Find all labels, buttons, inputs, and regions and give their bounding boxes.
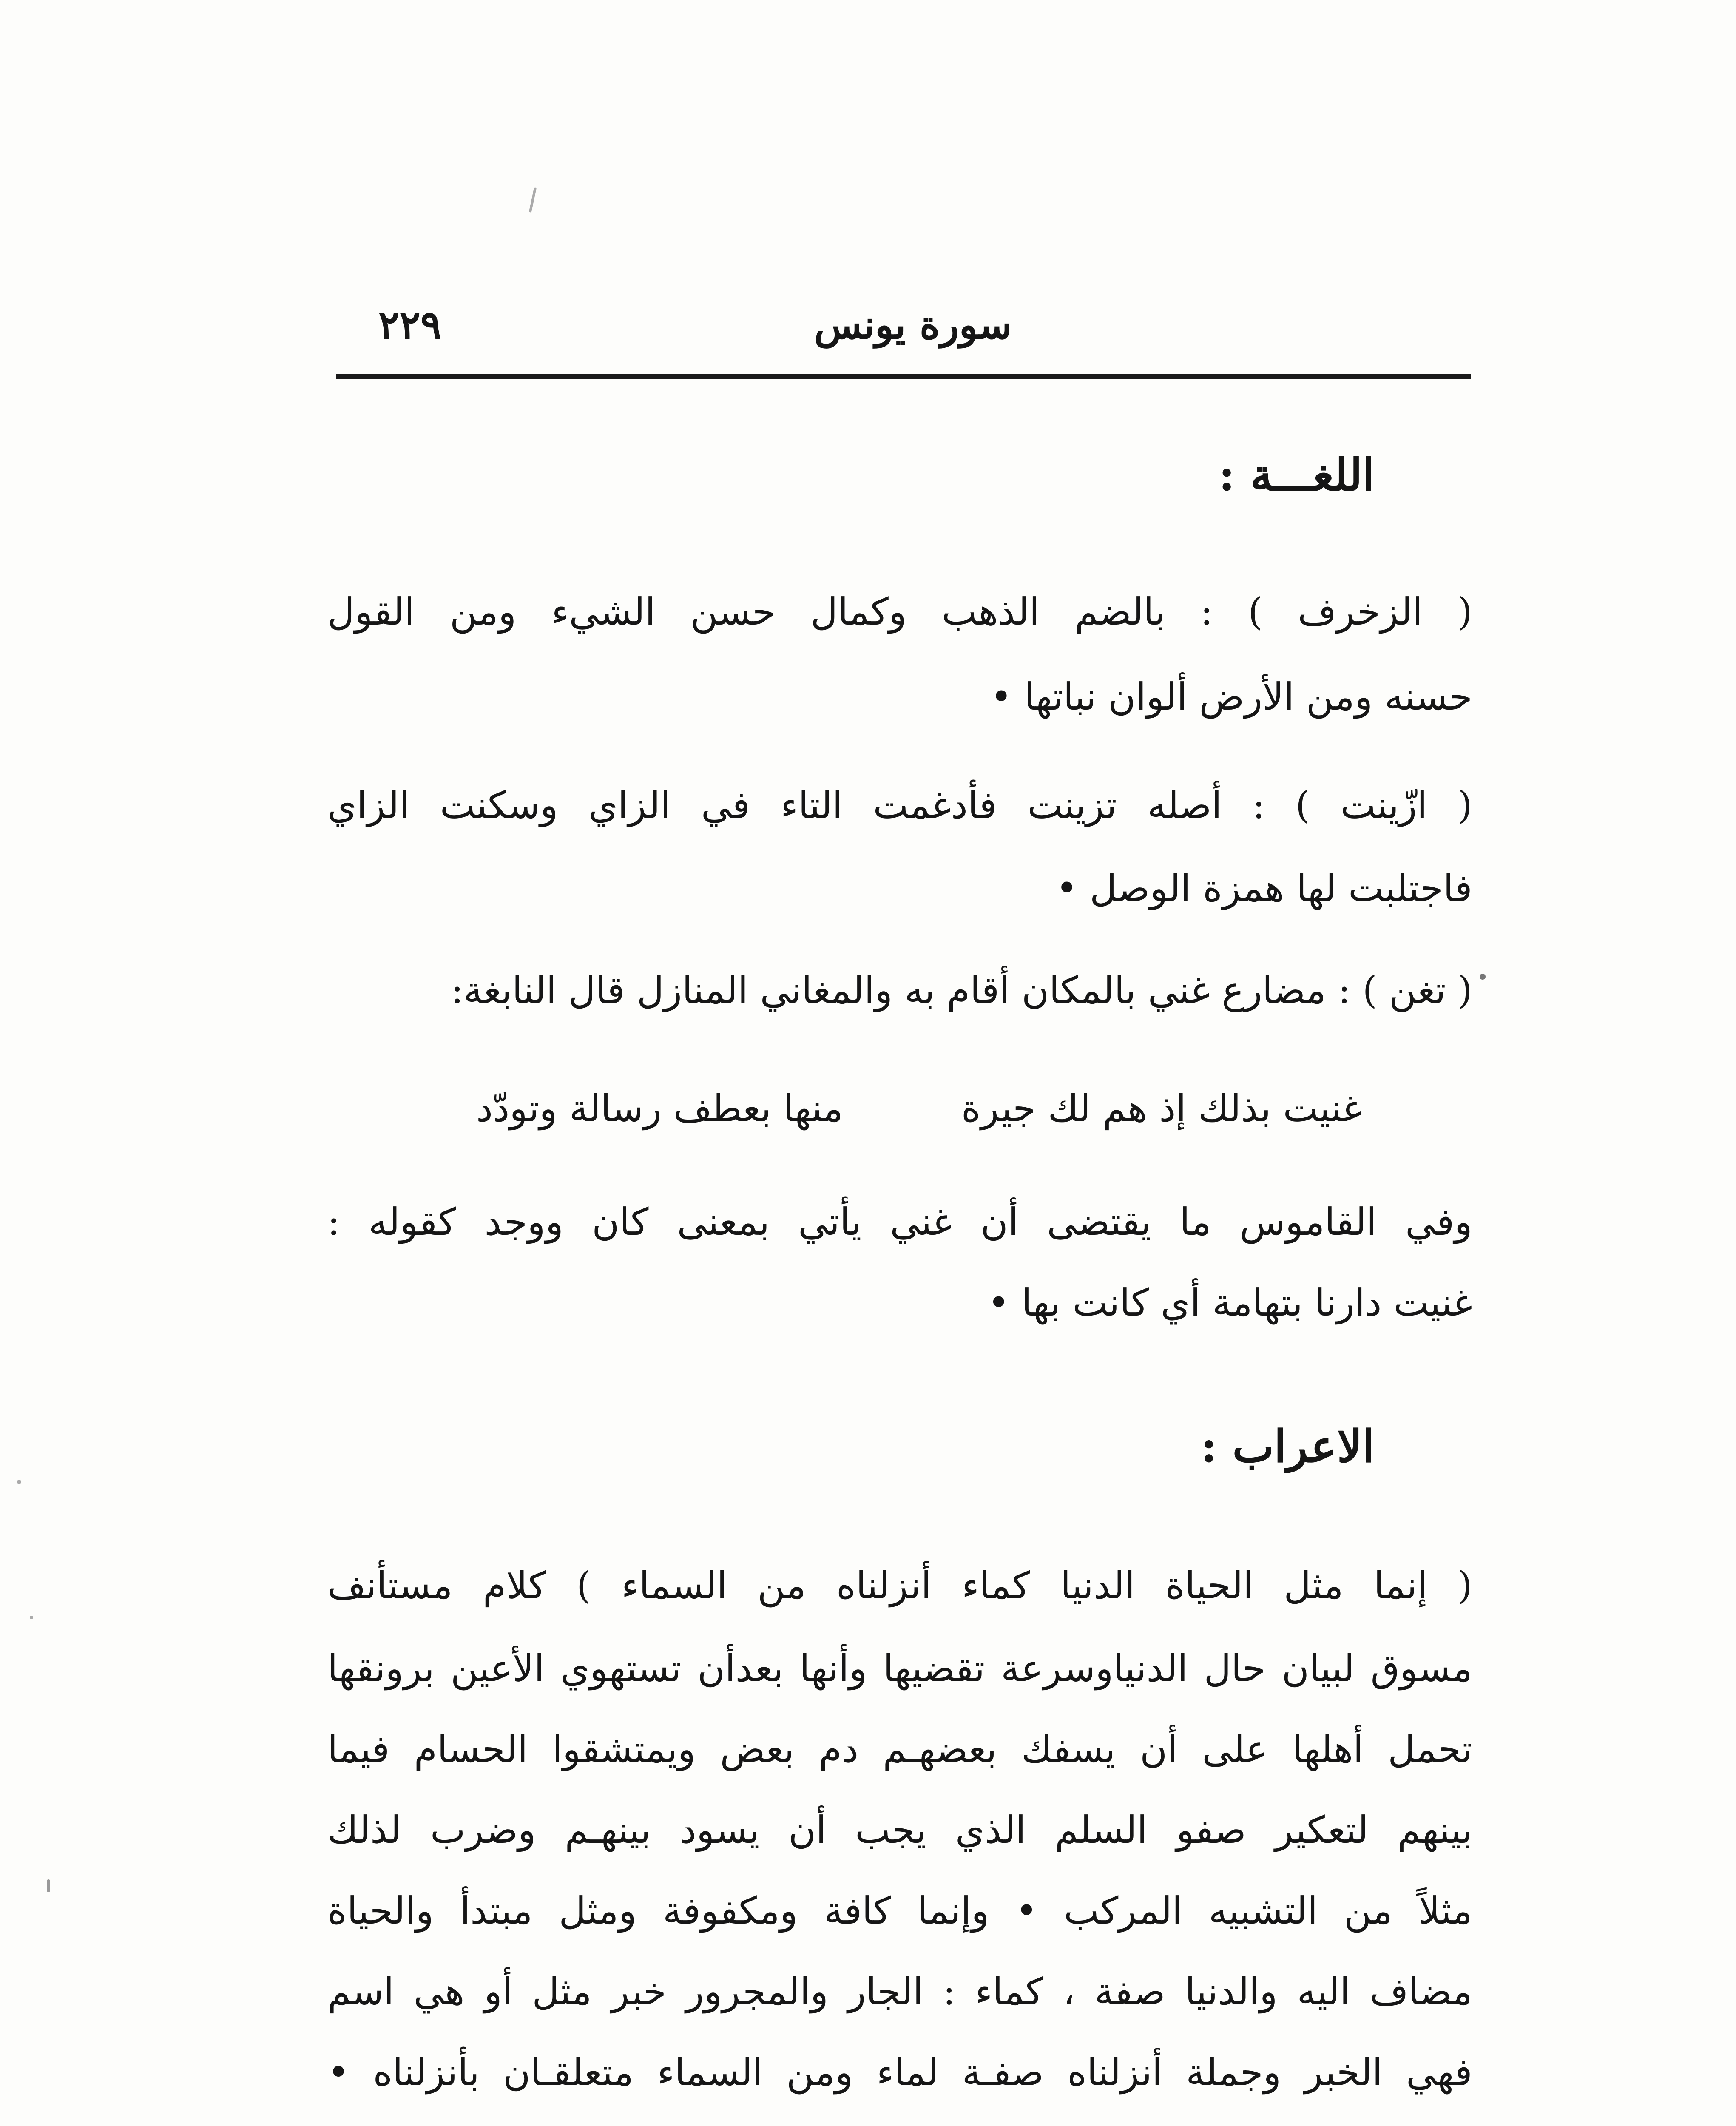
header-rule <box>336 374 1471 379</box>
lugha-line-6: وفي القاموس ما يقتضى أن غني يأتي بمعنى كان ووجد كقوله : <box>327 1200 1472 1244</box>
running-title: سورة يونس <box>814 302 1012 348</box>
irab-line-3: تحمل أهلها على أن يسفك بعضهـم دم بعض ويمتشقوا الحسام فيما <box>327 1727 1472 1771</box>
irab-line-1: ( إنما مثل الحياة الدنيا كماء أنزلناه من السماء ) كلام مستأنف <box>327 1563 1472 1607</box>
lugha-line-2: حسنه ومن الأرض ألوان نباتها • <box>990 675 1472 719</box>
page-header <box>332 293 1471 361</box>
irab-line-4: بينهم لتعكير صفو السلم الذي يجب أن يسود بينهـم وضرب لذلك <box>327 1808 1472 1852</box>
scan-speck <box>17 1480 21 1484</box>
irab-line-5: مثلاً من التشبيه المركب • وإنما كافة ومكفوفة ومثل مبتدأ والحياة <box>327 1889 1472 1933</box>
page-number: ٢٢٩ <box>378 302 442 348</box>
lugha-line-5: ( تغن ) : مضارع غني بالمكان أقام به والمغاني المنازل قال النابغة: <box>451 968 1472 1012</box>
irab-line-2: مسوق لبيان حال الدنياوسرعة تقضيها وأنها بعدأن تستهوي الأعين برونقها <box>327 1646 1472 1690</box>
section-heading-irab: الاعراب : <box>1200 1420 1375 1472</box>
lugha-line-1: ( الزخرف ) : بالضم الذهب وكمال حسن الشيء ومن القول <box>327 590 1472 634</box>
scan-speck <box>1480 974 1486 980</box>
scan-mark <box>529 187 537 213</box>
irab-line-7: فهي الخبر وجملة أنزلناه صفـة لماء ومن السماء متعلقـان بأنزلناه • <box>327 2050 1472 2094</box>
scan-speck <box>47 1879 50 1892</box>
section-heading-lugha: اللغـــة : <box>1219 449 1375 501</box>
lugha-line-3: ( ازّينت ) : أصله تزينت فأدغمت التاء في الزاي وسكنت الزاي <box>327 783 1472 827</box>
scan-speck <box>30 1616 33 1619</box>
verse-first-hemistich: غنيت بذلك إذ هم لك جيرة <box>961 1086 1362 1130</box>
lugha-line-7: غنيت دارنا بتهامة أي كانت بها • <box>987 1281 1472 1324</box>
lugha-line-4: فاجتلبت لها همزة الوصل • <box>1056 866 1472 910</box>
irab-line-6: مضاف اليه والدنيا صفة ، كماء : الجار والمجرور خبر مثل أو هي اسم <box>327 1970 1472 2013</box>
verse-second-hemistich: منها بعطف رسالة وتودّد <box>476 1086 843 1130</box>
